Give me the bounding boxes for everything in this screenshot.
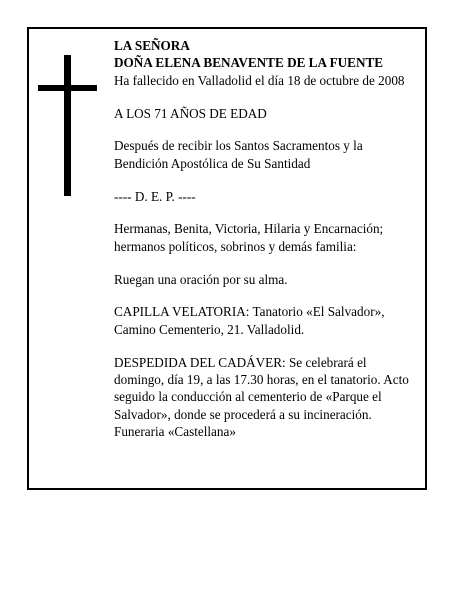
sacraments-line-1: Después de recibir los Santos Sacramentos y la [114, 138, 363, 154]
prayer-line: Ruegan una oración por su alma. [114, 271, 288, 287]
cross-icon [64, 55, 71, 196]
chapel-line-2: Camino Cementerio, 21. Valladolid. [114, 321, 305, 337]
deceased-name: DOÑA ELENA BENAVENTE DE LA FUENTE [114, 55, 384, 71]
age-line: A LOS 71 AÑOS DE EDAD [114, 105, 267, 121]
farewell-line-4: Salvador», donde se procederá a su incineración. [114, 406, 372, 422]
chapel-line-1: CAPILLA VELATORIA: Tanatorio «El Salvador», [114, 304, 385, 320]
cross-icon-crossbar [38, 85, 97, 91]
sacraments-line-2: Bendición Apostólica de Su Santidad [114, 155, 311, 171]
funeral-home: Funeraria «Castellana» [114, 424, 236, 440]
obituary-text [114, 37, 414, 441]
farewell-line-3: seguido la conducción al cementerio de «Parque el [114, 389, 382, 405]
family-line-2: hermanos políticos, sobrinos y demás familia: [114, 238, 357, 254]
family-line-1: Hermanas, Benita, Victoria, Hilaria y Encarnación; [114, 221, 384, 237]
death-announcement: Ha fallecido en Valladolid el día 18 de octubre de 2008 [114, 72, 405, 88]
farewell-line-1: DESPEDIDA DEL CADÁVER: Se celebrará el [114, 354, 367, 370]
dep-line: ---- D. E. P. ---- [114, 188, 196, 204]
header-title: LA SEÑORA [114, 38, 190, 53]
farewell-line-2: domingo, día 19, a las 17.30 horas, en el tanatorio. Acto [114, 372, 409, 388]
